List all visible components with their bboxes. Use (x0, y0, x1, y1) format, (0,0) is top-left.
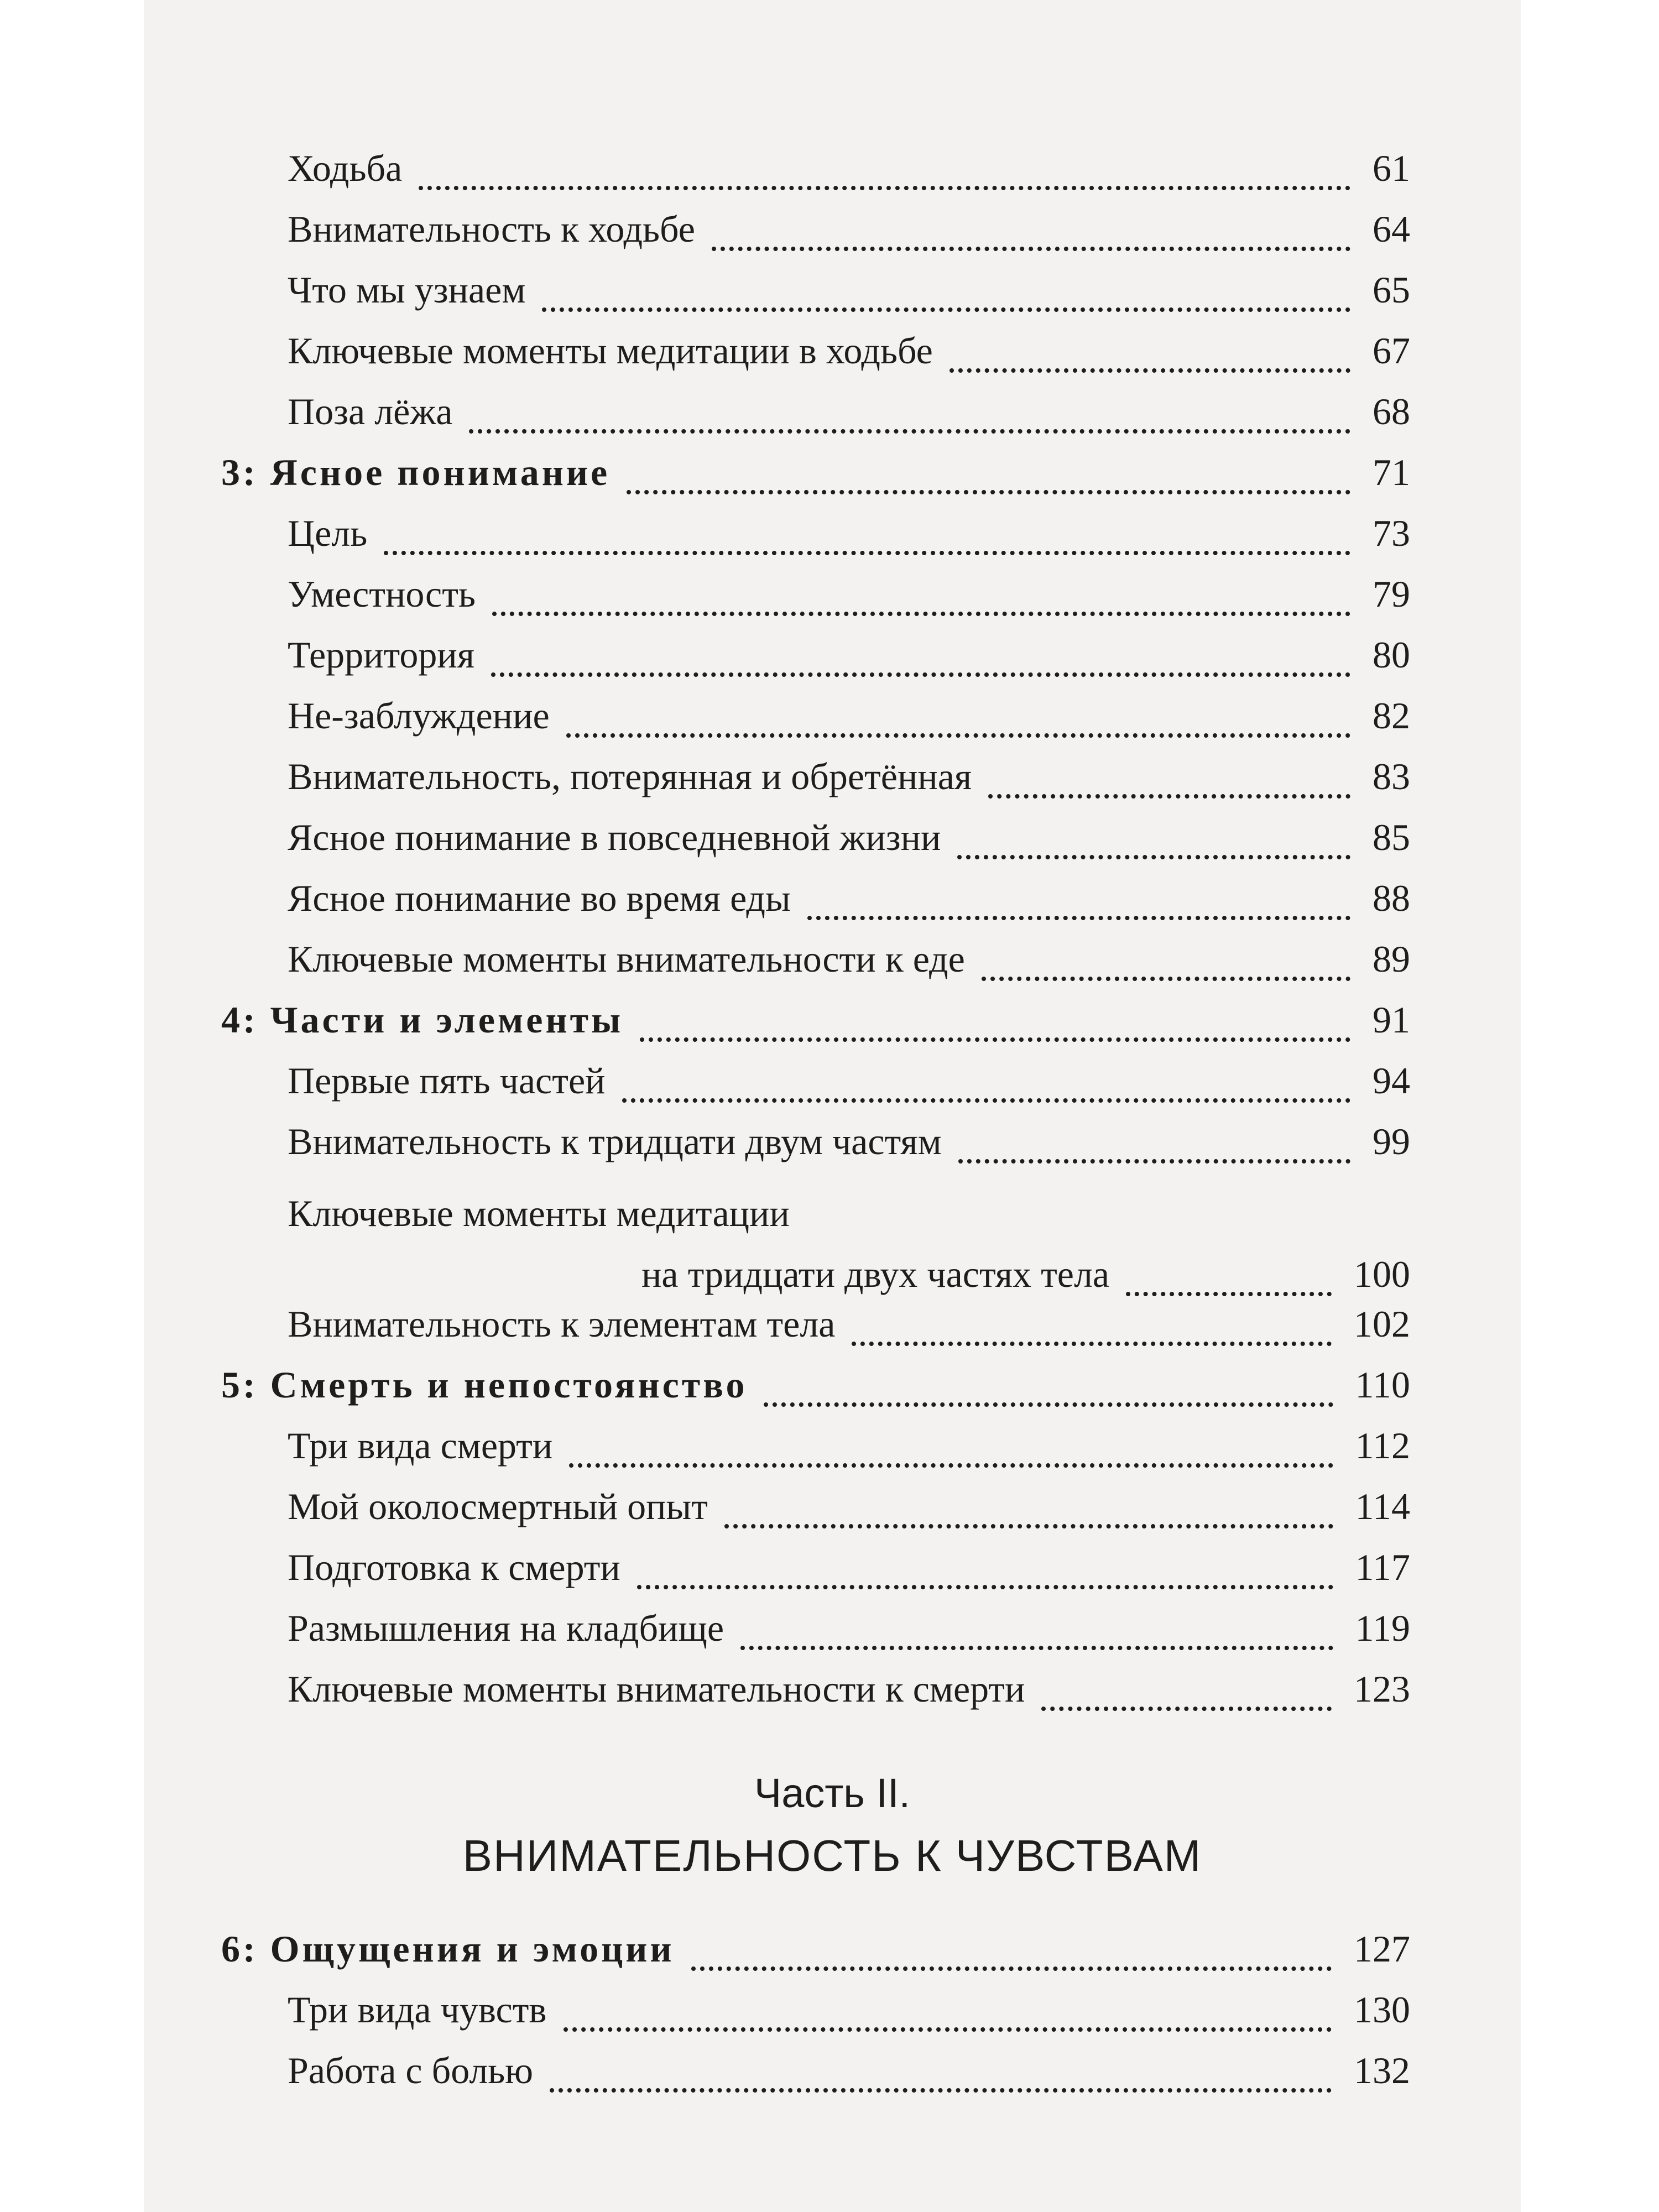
toc-entry (144, 1980, 1521, 2035)
toc-entry-label: Три вида чувств (288, 1989, 547, 2031)
toc-page-number: 100 (1354, 1253, 1410, 1295)
toc-page-number: 102 (1354, 1303, 1410, 1345)
toc-entry-label: Ключевые моменты внимательности к смерти (288, 1668, 1025, 1710)
dot-leader (807, 894, 1350, 920)
dot-leader (691, 1944, 1332, 1971)
toc-page-number: 114 (1355, 1485, 1410, 1527)
toc-entry-label: Внимательность к ходьбе (288, 208, 695, 250)
toc-entry (144, 1659, 1521, 1714)
toc-entry (144, 807, 1521, 863)
dot-leader (724, 1502, 1333, 1528)
toc-page-number: 80 (1373, 634, 1410, 676)
dot-leader (957, 833, 1350, 859)
toc-page-number: 99 (1373, 1120, 1410, 1162)
toc-page-number: 127 (1354, 1928, 1410, 1970)
dot-leader (958, 1137, 1350, 1164)
toc-page-number: 123 (1354, 1668, 1410, 1710)
toc-entry (144, 686, 1521, 741)
toc-chapter-label: 4: Части и элементы (221, 999, 624, 1041)
toc-page-number: 61 (1373, 147, 1410, 189)
book-page (144, 0, 1521, 2212)
toc-entry-label: Мой околосмертный опыт (288, 1485, 708, 1527)
dot-leader (469, 407, 1350, 434)
toc-entry (144, 1112, 1521, 1167)
toc-entry (144, 1598, 1521, 1653)
toc-entry (144, 260, 1521, 315)
toc-entry-label: Внимательность к тридцати двум частям (288, 1120, 942, 1162)
toc-entry (144, 503, 1521, 559)
part-number: Часть II. (754, 1770, 911, 1816)
toc-entry-label: Территория (288, 634, 475, 676)
dot-leader (627, 468, 1350, 494)
toc-page-number: 132 (1354, 2049, 1410, 2091)
toc-entry-label: Ключевые моменты медитации в ходьбе (288, 330, 933, 372)
dot-leader (569, 1441, 1333, 1468)
toc-entry-label: Размышления на кладбище (288, 1607, 724, 1649)
toc-entry-label: Ключевые моменты внимательности к еде (288, 938, 965, 980)
dot-leader (764, 1380, 1333, 1407)
toc-entry (144, 1294, 1521, 1349)
toc-entry-label: Ходьба (288, 147, 403, 189)
toc-page-number: 67 (1373, 330, 1410, 372)
toc-entry (144, 747, 1521, 802)
toc-entry-label: Подготовка к смерти (288, 1546, 620, 1588)
toc-page-number: 73 (1373, 512, 1410, 554)
toc-entry-label: Поза лёжа (288, 390, 453, 432)
dot-leader (1126, 1270, 1332, 1296)
toc-entry (144, 1183, 1521, 1300)
toc-entry (144, 1051, 1521, 1106)
dot-leader (384, 529, 1350, 555)
dot-leader (419, 164, 1350, 190)
toc-entry (144, 1477, 1521, 1532)
part-title: ВНИМАТЕЛЬНОСТЬ К ЧУВСТВАМ (462, 1831, 1202, 1880)
dot-leader (1041, 1684, 1332, 1711)
toc-entry-label-continued: на тридцати двух частях тела (641, 1253, 1110, 1295)
toc-page-number: 65 (1373, 269, 1410, 311)
dot-leader (712, 225, 1350, 251)
toc-page-number: 119 (1355, 1607, 1410, 1649)
toc-entry (144, 1537, 1521, 1593)
toc-page-number: 88 (1373, 877, 1410, 919)
toc-entry (144, 625, 1521, 680)
toc-page-number: 112 (1355, 1425, 1410, 1467)
toc-entry-label: Ясное понимание во время еды (288, 877, 791, 919)
toc-chapter (144, 990, 1521, 1045)
dot-leader (550, 2066, 1332, 2093)
dot-leader (566, 711, 1350, 738)
dot-leader (988, 772, 1350, 799)
toc-entry-label: Работа с болью (288, 2049, 534, 2091)
toc-entry-label: Уместность (288, 573, 476, 615)
dot-leader (637, 1563, 1333, 1589)
dot-leader (492, 589, 1350, 616)
toc-page-number: 110 (1355, 1364, 1410, 1406)
dot-leader (491, 650, 1350, 677)
toc-chapter (144, 442, 1521, 498)
toc-entry-label: Цель (288, 512, 368, 554)
toc-entry (144, 2041, 1521, 2096)
toc-entry-label: Ясное понимание в повседневной жизни (288, 816, 941, 858)
toc-entry-label: Три вида смерти (288, 1425, 553, 1467)
dot-leader (564, 2005, 1332, 2032)
toc-entry-label: Что мы узнаем (288, 269, 526, 311)
dot-leader (740, 1624, 1333, 1650)
toc-entry (144, 929, 1521, 984)
toc-entry (144, 868, 1521, 924)
toc-page-number: 117 (1355, 1546, 1410, 1588)
dot-leader (542, 285, 1350, 312)
toc-chapter-label: 3: Ясное понимание (221, 451, 611, 493)
dot-leader (640, 1015, 1350, 1042)
dot-leader (852, 1319, 1332, 1346)
toc-entry (144, 564, 1521, 619)
toc-page-number: 64 (1373, 208, 1410, 250)
toc-page-number: 94 (1373, 1060, 1410, 1102)
toc-page-number: 91 (1373, 999, 1410, 1041)
toc-entry-label: Ключевые моменты медитации (288, 1192, 790, 1234)
toc-page-number: 79 (1373, 573, 1410, 615)
toc-chapter-label: 6: Ощущения и эмоции (221, 1928, 675, 1970)
toc-entry-label: Первые пять частей (288, 1060, 606, 1102)
toc-page-number: 83 (1373, 755, 1410, 797)
toc-entry-label: Внимательность к элементам тела (288, 1303, 836, 1345)
toc-entry-label: Не-заблуждение (288, 695, 550, 737)
toc-page-number: 130 (1354, 1989, 1410, 2031)
dot-leader (950, 346, 1350, 373)
dot-leader (622, 1076, 1350, 1103)
toc-chapter (144, 1919, 1521, 1974)
toc-entry (144, 1416, 1521, 1471)
toc-entry (144, 321, 1521, 376)
toc-page-number: 68 (1373, 390, 1410, 432)
toc-chapter (144, 1355, 1521, 1410)
toc-entry (144, 138, 1521, 194)
toc-page-number: 71 (1373, 451, 1410, 493)
toc-page-number: 82 (1373, 695, 1410, 737)
toc-page-number: 85 (1373, 816, 1410, 858)
toc-chapter-label: 5: Смерть и непостоянство (221, 1364, 748, 1406)
toc-entry (144, 382, 1521, 437)
dot-leader (982, 954, 1350, 981)
toc-page-number: 89 (1373, 938, 1410, 980)
toc-entry (144, 199, 1521, 254)
toc-entry-label: Внимательность, потерянная и обретённая (288, 755, 972, 797)
